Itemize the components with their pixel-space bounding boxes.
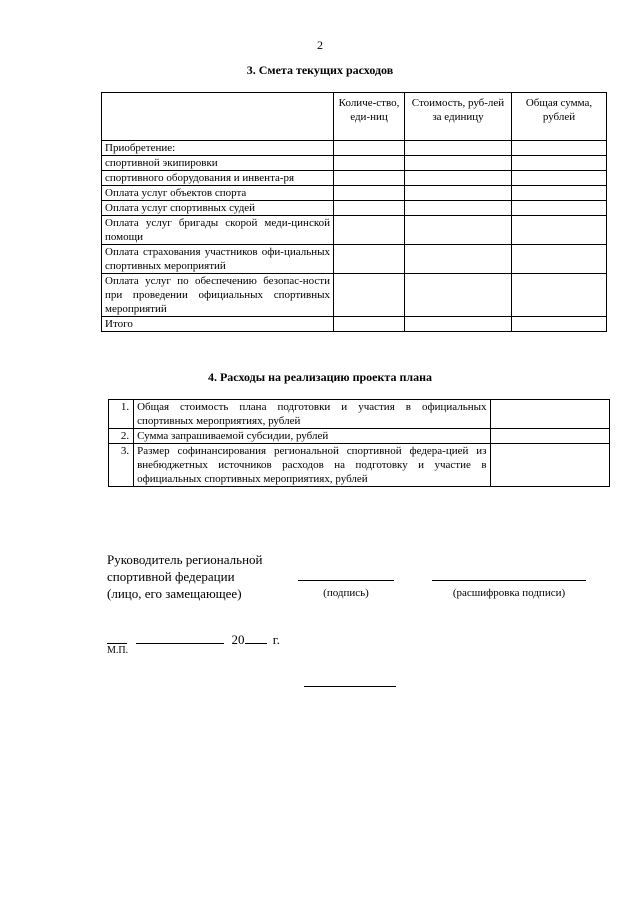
table-header-row [102, 93, 607, 141]
total-cell [512, 171, 607, 186]
value-cell [490, 400, 609, 429]
signatory-line-3: (лицо, его замещающее) [107, 586, 242, 601]
page-number: 2 [317, 38, 323, 52]
table-row [109, 444, 610, 487]
value-cell [490, 429, 609, 444]
value-cell [490, 444, 609, 487]
unit-cost-cell [405, 171, 512, 186]
quantity-cell [334, 245, 405, 274]
signature-decoding-label: (расшифровка подписи) [452, 587, 566, 599]
expense-estimate-table [101, 92, 607, 332]
row-label: Оплата услуг спортивных судей [102, 201, 334, 216]
unit-cost-cell [405, 156, 512, 171]
quantity-cell [334, 141, 405, 156]
total-cell [512, 317, 607, 332]
total-cell [512, 186, 607, 201]
total-cell [512, 245, 607, 274]
header-cell-quantity: Количе-ство, еди-ниц [334, 93, 405, 141]
total-cell [512, 216, 607, 245]
table-row [102, 156, 607, 171]
table-row [102, 245, 607, 274]
plan-expenses-table [108, 399, 610, 487]
quantity-cell [334, 274, 405, 317]
header-cell-unit-cost: Стоимость, руб-лей за единицу [405, 93, 512, 141]
signatory-title [107, 551, 262, 602]
stamp-label: М.П. [107, 645, 129, 656]
section3-title: 3. Смета текущих расходов [246, 63, 394, 77]
quantity-cell [334, 216, 405, 245]
quantity-cell [334, 317, 405, 332]
quantity-cell [334, 201, 405, 216]
day-blank [107, 630, 127, 644]
signature-label: (подпись) [323, 587, 369, 599]
unit-cost-cell [405, 141, 512, 156]
signatory-line-2: спортивной федерации [107, 569, 235, 584]
row-label: Оплата услуг бригады скорой меди-цинской помощи [102, 216, 334, 245]
quantity-cell [334, 186, 405, 201]
month-blank [136, 630, 224, 644]
table-row [102, 186, 607, 201]
header-cell-item [102, 93, 334, 141]
unit-cost-cell [405, 201, 512, 216]
total-cell [512, 141, 607, 156]
table-row [102, 274, 607, 317]
section4-title: 4. Расходы на реализацию проекта плана [207, 370, 433, 384]
unit-cost-cell [405, 186, 512, 201]
row-label: Оплата страхования участников офи-циальных спортивных мероприятий [102, 245, 334, 274]
row-text: Общая стоимость плана подготовки и участия в официальных спортивных мероприятиях, рублей [134, 400, 490, 429]
total-cell [512, 274, 607, 317]
table-row [109, 400, 610, 429]
table-row [102, 201, 607, 216]
table-row [102, 141, 607, 156]
signatory-line-1: Руководитель региональной [107, 552, 263, 567]
row-label: Оплата услуг по обеспечению безопас-ности при проведении официальных спортивных мероприятий [102, 274, 334, 317]
row-label-total: Итого [102, 317, 334, 332]
unit-cost-cell [405, 216, 512, 245]
row-number: 1. [109, 400, 134, 429]
table-row [109, 429, 610, 444]
year-blank [245, 630, 267, 644]
signature-decoding-line [432, 580, 586, 581]
row-number: 3. [109, 444, 134, 487]
total-cell [512, 201, 607, 216]
table-row [102, 216, 607, 245]
total-cell [512, 156, 607, 171]
quantity-cell [334, 156, 405, 171]
row-label: спортивной экипировки [102, 156, 334, 171]
row-text: Сумма запрашиваемой субсидии, рублей [134, 429, 490, 444]
end-divider [304, 686, 396, 687]
table-row [102, 171, 607, 186]
year-suffix: г. [272, 632, 280, 647]
unit-cost-cell [405, 274, 512, 317]
header-cell-total: Общая сумма, рублей [512, 93, 607, 141]
quantity-cell [334, 171, 405, 186]
row-label: Оплата услуг объектов спорта [102, 186, 334, 201]
date-row [107, 630, 280, 648]
row-text: Размер софинансирования региональной спортивной федера-цией из внебюджетных источников расходов на подготовку и участие в официальных спортивных мероприятиях, рублей [134, 444, 490, 487]
table-row-total [102, 317, 607, 332]
unit-cost-cell [405, 245, 512, 274]
unit-cost-cell [405, 317, 512, 332]
signature-line [298, 580, 394, 581]
row-label: Приобретение: [102, 141, 334, 156]
row-label: спортивного оборудования и инвента-ря [102, 171, 334, 186]
row-number: 2. [109, 429, 134, 444]
year-prefix: 20 [231, 632, 245, 647]
